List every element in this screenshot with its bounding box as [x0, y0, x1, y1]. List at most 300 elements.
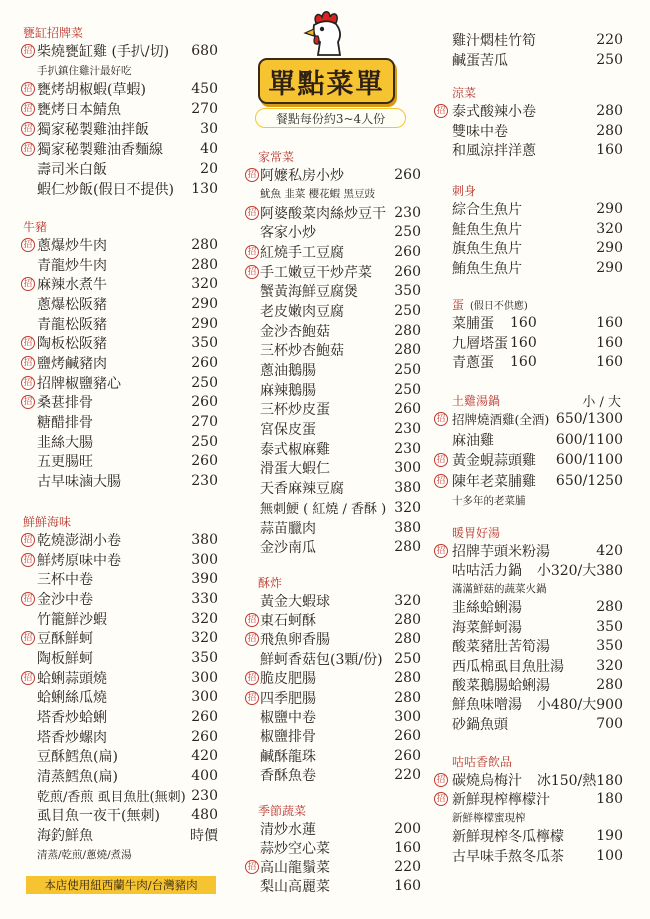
- menu-item: [21, 550, 218, 570]
- item-price: 230: [191, 473, 218, 490]
- item-name: 桑葚排骨: [37, 395, 93, 412]
- item-price: 250: [394, 224, 421, 241]
- menu-item: [21, 373, 218, 393]
- menu-item: [21, 609, 218, 629]
- menu-item: [434, 333, 623, 353]
- item-name: 東石蚵酥: [260, 613, 316, 630]
- item-price: 400: [191, 768, 218, 785]
- menu-item: [21, 648, 218, 668]
- item-sub-note: 滿滿鮮菇的蔬菜火鍋: [452, 583, 547, 596]
- menu-item: [244, 400, 421, 420]
- item-name: 泰式酸辣小卷: [452, 103, 536, 120]
- menu-item: [434, 238, 623, 258]
- menu-item: [244, 478, 421, 498]
- item-name: 塔香炒蛤蜊: [37, 710, 107, 727]
- menu-item: [434, 846, 623, 865]
- menu-item: [434, 714, 623, 733]
- item-name: 咕咕活力鍋: [452, 563, 522, 580]
- item-name: 麻辣水煮牛: [37, 277, 107, 294]
- signature-badge-icon: 招: [21, 82, 35, 96]
- item-price: 350: [191, 649, 218, 666]
- item-name: 蝦仁炒飯(假日不提供): [37, 182, 174, 198]
- item-price: 160: [394, 878, 421, 895]
- section-title: 刺身: [452, 184, 477, 198]
- item-name: 陳年老菜脯雞: [452, 474, 536, 491]
- item-name: 菜脯蛋: [452, 315, 494, 332]
- section-header: [21, 24, 218, 41]
- item-name: 阿嬤私房小炒: [260, 167, 344, 184]
- signature-badge-icon: 招: [245, 613, 259, 627]
- menu-item: [244, 459, 421, 479]
- item-price: 280: [596, 677, 623, 694]
- menu-item: [21, 179, 218, 199]
- menu-item: [244, 281, 421, 301]
- item-price: 290: [596, 240, 623, 257]
- menu-item: [434, 637, 623, 656]
- item-price: 260: [394, 166, 421, 183]
- item-name: 蔥爆松阪豬: [37, 296, 107, 313]
- item-name: 鹽烤鹹豬肉: [37, 355, 107, 372]
- item-name: 飛魚卵香腸: [260, 632, 330, 649]
- item-price: 230: [394, 204, 421, 221]
- menu-item: [244, 262, 421, 282]
- item-name: 蟹黃海鮮豆腐煲: [260, 284, 358, 301]
- item-name: 乾煎/香煎 虱目魚肚(無刺): [37, 790, 186, 806]
- item-price: 250: [191, 374, 218, 391]
- menu-item: [21, 79, 218, 99]
- menu-item: [244, 727, 421, 746]
- section-header: [21, 218, 218, 235]
- menu-item: [434, 770, 623, 789]
- signature-badge-icon: 招: [21, 44, 35, 58]
- item-price: 260: [191, 394, 218, 411]
- item-name: 蒜炒空心菜: [260, 840, 330, 857]
- item-name: 旗魚生魚片: [452, 241, 522, 258]
- menu-item: [244, 439, 421, 459]
- item-price: 290: [596, 200, 623, 217]
- item-name: 糖醋排骨: [37, 415, 93, 432]
- item-name: 麻辣鵝腸: [260, 382, 316, 399]
- signature-badge-icon: 招: [21, 336, 35, 350]
- item-name: 青龍炒牛肉: [37, 257, 107, 274]
- portion-note: 餐點每份約3~4人份: [255, 108, 406, 128]
- section-title: 咕咕香飲品: [452, 755, 513, 769]
- menu-item: [434, 30, 623, 50]
- signature-badge-icon: 招: [21, 122, 35, 136]
- section-title: 牛豬: [23, 220, 48, 234]
- item-price: 280: [191, 256, 218, 273]
- item-name: 虱目魚一夜干(無刺): [37, 808, 160, 825]
- item-name: 手工嫩豆干炒芹菜: [260, 264, 372, 281]
- section-seafood: [21, 513, 218, 863]
- section-header: [434, 84, 623, 101]
- menu-item: [434, 541, 623, 560]
- menu-item: [244, 380, 421, 400]
- menu-item: [21, 333, 218, 353]
- item-name: 獨家秘製雞油香麵線: [37, 142, 163, 158]
- item-name: 阿婆酸菜肉絲炒豆干: [260, 205, 386, 222]
- section-title: 涼菜: [452, 86, 477, 100]
- signature-badge-icon: 招: [21, 533, 35, 547]
- item-price: 250: [394, 362, 421, 379]
- menu-title: 單點菜單: [258, 58, 395, 104]
- item-name: 酸菜鵝腸蛤蜊湯: [452, 678, 550, 695]
- signature-badge-icon: 招: [434, 474, 448, 488]
- item-name: 招牌椒鹽豬心: [37, 375, 121, 392]
- menu-item: [21, 99, 218, 119]
- item-price: 700: [596, 715, 623, 732]
- item-price: 230: [191, 787, 218, 804]
- item-price: 390: [191, 571, 218, 588]
- section-header: [434, 296, 623, 313]
- menu-item: [21, 41, 218, 61]
- item-name: 清炒水蓮: [260, 821, 316, 838]
- menu-item: [21, 393, 218, 413]
- item-name: 黃金蜆蒜頭雞: [452, 453, 536, 470]
- menu-item: [434, 50, 623, 70]
- item-price: 260: [394, 747, 421, 764]
- item-name: 鮪魚生魚片: [452, 260, 522, 277]
- item-name: 鮮魚味噌湯: [452, 697, 522, 714]
- signature-badge-icon: 招: [245, 206, 259, 220]
- item-name: 黃金大蝦球: [260, 593, 330, 610]
- item-name: 老皮嫩肉豆腐: [260, 303, 344, 320]
- menu-item: [21, 159, 218, 179]
- menu-item: [434, 560, 623, 579]
- item-price: 350: [394, 283, 421, 300]
- item-name: 古早味滷大腸: [37, 474, 121, 491]
- item-price: 650/1300: [555, 411, 623, 428]
- item-name: 海釣鮮魚: [37, 828, 93, 845]
- menu-item: [244, 321, 421, 341]
- menu-item: [244, 766, 421, 785]
- item-price: 300: [191, 689, 218, 706]
- menu-item: [244, 877, 421, 896]
- item-sub-note: 魷魚 韭菜 櫻花蝦 黑豆豉: [260, 188, 376, 201]
- item-name: 蛤蜊絲瓜燒: [37, 690, 107, 707]
- item-price: 280: [394, 342, 421, 359]
- item-sub-note: 新鮮檸檬蜜現榨: [452, 812, 526, 825]
- item-price-small: 160: [510, 354, 537, 371]
- menu-item: [21, 589, 218, 609]
- item-name: 雙味中卷: [452, 123, 508, 140]
- signature-badge-icon: 招: [21, 277, 35, 291]
- item-price: 160: [394, 839, 421, 856]
- section-warm-soups: [434, 524, 623, 734]
- menu-item: [21, 569, 218, 589]
- item-name: 新鮮現榨檸檬汁: [452, 792, 550, 809]
- item-price: 260: [191, 354, 218, 371]
- item-name: 海菜鮮蚵湯: [452, 619, 522, 636]
- menu-item: [434, 199, 623, 219]
- section-vegetables-continued: [434, 30, 623, 69]
- menu-item: [434, 140, 623, 160]
- signature-badge-icon: 招: [21, 592, 35, 606]
- menu-item: [434, 219, 623, 239]
- item-name: 陶板松阪豬: [37, 336, 107, 353]
- item-price: 小480/大900: [536, 697, 623, 714]
- menu-item: [244, 203, 421, 223]
- item-name: 梨山高麗菜: [260, 879, 330, 896]
- signature-badge-icon: 招: [21, 671, 35, 685]
- menu-item: [434, 352, 623, 372]
- section-header: [434, 753, 623, 770]
- item-sub-note: 十多年的老菜脯: [452, 494, 526, 507]
- item-name: 客家小炒: [260, 225, 316, 242]
- section-title: 甕缸招牌菜: [23, 26, 84, 40]
- item-price: 260: [191, 709, 218, 726]
- menu-item: [21, 727, 218, 747]
- menu-item: [244, 838, 421, 857]
- item-price: 280: [394, 612, 421, 629]
- item-price: 290: [191, 315, 218, 332]
- item-price: 230: [394, 421, 421, 438]
- menu-item: [244, 360, 421, 380]
- signature-badge-icon: 招: [434, 104, 448, 118]
- menu-item: [434, 695, 623, 714]
- menu-item: [21, 452, 218, 472]
- item-price: 280: [596, 122, 623, 139]
- item-price: 450: [191, 81, 218, 97]
- section-header: [434, 182, 623, 199]
- item-price: 260: [394, 401, 421, 418]
- section-title: 土雞湯鍋: [452, 394, 501, 408]
- item-price: 320: [191, 610, 218, 627]
- menu-item: [244, 857, 421, 876]
- item-price: 280: [394, 689, 421, 706]
- menu-item: [434, 789, 623, 808]
- menu-item: [244, 242, 421, 262]
- menu-item: [434, 121, 623, 141]
- item-name: 三杯炒杏鮑菇: [260, 343, 344, 360]
- section-title: 家常菜: [258, 150, 295, 164]
- item-name: 三杯炒皮蛋: [260, 402, 330, 419]
- item-price: 290: [596, 259, 623, 276]
- item-price: 280: [394, 322, 421, 339]
- item-name: 鮮蚵香菇包(3顆/份): [260, 651, 383, 668]
- item-price: 冰150/熱180: [536, 772, 623, 789]
- menu-item: [434, 471, 623, 492]
- item-name: 古早味手熬冬瓜茶: [452, 848, 564, 865]
- section-title: 季節蔬菜: [258, 804, 307, 818]
- size-label: 小 / 大: [582, 395, 621, 410]
- item-name: 陶板鮮蚵: [37, 650, 93, 667]
- item-price: 220: [394, 767, 421, 784]
- item-price: 280: [596, 599, 623, 616]
- section-header: [434, 524, 623, 541]
- section-seasonal-vegetables: [244, 802, 421, 896]
- item-name: 和風涼拌洋蔥: [452, 143, 536, 160]
- menu-item: [21, 688, 218, 708]
- menu-item: [244, 669, 421, 688]
- section-drinks: [434, 753, 623, 866]
- menu-item: [21, 628, 218, 648]
- signature-badge-icon: 招: [245, 860, 259, 874]
- menu-item: [244, 688, 421, 707]
- section-header: [244, 148, 421, 165]
- menu-item: [244, 498, 421, 518]
- item-price-small: 160: [510, 314, 537, 331]
- item-price: 40: [200, 141, 218, 157]
- item-name: 新鮮現榨冬瓜檸檬: [452, 829, 564, 846]
- item-price: 350: [191, 335, 218, 352]
- menu-item: [434, 101, 623, 121]
- signature-badge-icon: 招: [245, 671, 259, 685]
- item-name: 砂鍋魚頭: [452, 716, 508, 733]
- item-price: 600/1100: [555, 452, 623, 469]
- item-price: 100: [596, 847, 623, 864]
- item-price: 小320/大380: [536, 563, 623, 580]
- menu-item: [244, 222, 421, 242]
- item-name: 金沙南瓜: [260, 540, 316, 557]
- item-name: 壽司米白飯: [37, 162, 107, 178]
- menu-item: [244, 649, 421, 668]
- item-name: 綜合生魚片: [452, 201, 522, 218]
- menu-item: [244, 341, 421, 361]
- item-price: 320: [394, 499, 421, 516]
- signature-badge-icon: 招: [245, 632, 259, 646]
- item-price: 680: [191, 43, 218, 59]
- menu-item: [434, 827, 623, 846]
- item-price: 280: [394, 539, 421, 556]
- item-name: 鮭魚生魚片: [452, 221, 522, 238]
- signature-badge-icon: 招: [21, 142, 35, 156]
- item-price: 250: [394, 650, 421, 667]
- rooster-logo-icon: [302, 8, 348, 58]
- signature-badge-icon: 招: [21, 553, 35, 567]
- signature-badge-icon: 招: [245, 245, 259, 259]
- item-name: 清蒸鱈魚(扁): [37, 769, 118, 786]
- item-name: 香酥魚卷: [260, 768, 316, 785]
- section-title: 蛋: [452, 298, 465, 312]
- item-name: 雞汁燜桂竹筍: [452, 32, 536, 49]
- item-price: 260: [394, 263, 421, 280]
- item-price: 20: [200, 161, 218, 177]
- signature-badge-icon: 招: [434, 792, 448, 806]
- item-price: 160: [596, 354, 623, 371]
- signature-badge-icon: 招: [245, 265, 259, 279]
- item-price: 250: [394, 302, 421, 319]
- item-price: 30: [200, 121, 218, 137]
- item-name: 蔥爆炒牛肉: [37, 237, 107, 254]
- section-chicken-soup-pot: [434, 392, 623, 509]
- menu-item: [21, 530, 218, 550]
- item-price: 350: [596, 638, 623, 655]
- item-name: 西瓜棉虱目魚肚湯: [452, 658, 564, 675]
- menu-item: [21, 139, 218, 159]
- item-name: 青龍松阪豬: [37, 316, 107, 333]
- item-price: 280: [394, 631, 421, 648]
- item-price: 280: [394, 670, 421, 687]
- item-price: 320: [394, 592, 421, 609]
- item-name: 招牌燒酒雞(全酒): [452, 412, 550, 428]
- section-note: (假日不供應): [470, 301, 528, 312]
- item-name: 蒜苗臘肉: [260, 520, 316, 537]
- item-price: 160: [596, 334, 623, 351]
- menu-item: [21, 786, 218, 806]
- item-name: 豆酥鱈魚(扁): [37, 749, 118, 766]
- item-sub-note: 清蒸/乾煎/蔥燒/煮湯: [37, 848, 132, 861]
- menu-item: [21, 314, 218, 334]
- item-price: 220: [394, 858, 421, 875]
- menu-item: [21, 119, 218, 139]
- item-price: 290: [191, 295, 218, 312]
- item-name: 碳燒烏梅汁: [452, 772, 522, 789]
- menu-item: [21, 294, 218, 314]
- menu-item: [244, 707, 421, 726]
- item-name: 酸菜豬肚苦筍湯: [452, 639, 550, 656]
- section-fried-dishes: [244, 574, 421, 785]
- menu-item: [244, 165, 421, 185]
- item-price: 270: [191, 101, 218, 117]
- item-name: 高山龍鬚菜: [260, 859, 330, 876]
- signature-badge-icon: 招: [21, 356, 35, 370]
- menu-item: [21, 274, 218, 294]
- item-price: 220: [596, 31, 623, 48]
- section-beef-pork: [21, 218, 218, 491]
- item-price: 250: [191, 433, 218, 450]
- item-price: 200: [394, 820, 421, 837]
- item-price: 420: [596, 542, 623, 559]
- menu-item: [244, 591, 421, 610]
- section-cold-dishes: [434, 84, 623, 160]
- item-name: 豆酥鮮蚵: [37, 631, 93, 648]
- item-price: 180: [596, 791, 623, 808]
- item-price: 380: [191, 531, 218, 548]
- menu-item: [434, 656, 623, 675]
- menu-item: [244, 301, 421, 321]
- menu-item: [21, 432, 218, 452]
- signature-badge-icon: 招: [434, 453, 448, 467]
- menu-item: [244, 518, 421, 538]
- menu-item: [244, 537, 421, 557]
- item-name: 鮮烤原味中卷: [37, 552, 121, 569]
- item-name: 三杯中卷: [37, 572, 93, 589]
- item-price: 160: [596, 314, 623, 331]
- item-price-small: 160: [510, 334, 537, 351]
- section-title: 暖胃好湯: [452, 526, 501, 540]
- item-name: 四季肥腸: [260, 690, 316, 707]
- item-price: 600/1100: [555, 431, 623, 448]
- item-price: 230: [394, 440, 421, 457]
- item-price: 260: [191, 453, 218, 470]
- item-name: 天香麻辣豆腐: [260, 481, 344, 498]
- menu-item: [21, 766, 218, 786]
- signature-badge-icon: 招: [21, 376, 35, 390]
- menu-item: [21, 235, 218, 255]
- item-name: 金沙杏鮑菇: [260, 323, 330, 340]
- meat-origin-note: 本店使用紐西蘭牛肉/台灣豬肉: [26, 876, 216, 894]
- item-name: 鹹蛋苦瓜: [452, 52, 508, 69]
- item-price: 280: [191, 236, 218, 253]
- section-title: 酥炸: [258, 576, 283, 590]
- menu-item: [434, 409, 623, 430]
- item-price: 320: [191, 630, 218, 647]
- item-price: 300: [394, 460, 421, 477]
- item-price: 260: [394, 243, 421, 260]
- item-name: 五更腸旺: [37, 454, 93, 471]
- signature-badge-icon: 招: [434, 412, 448, 426]
- item-price: 380: [394, 519, 421, 536]
- item-name: 麻油雞: [452, 432, 494, 449]
- item-price: 330: [191, 590, 218, 607]
- section-eggs: [434, 296, 623, 372]
- menu-item: [21, 668, 218, 688]
- item-name: 蛤蜊蒜頭燒: [37, 670, 107, 687]
- menu-item: [434, 313, 623, 333]
- item-sub-note: 手扒鎮住雞汁最好吃: [37, 64, 132, 77]
- item-name: 金沙中卷: [37, 591, 93, 608]
